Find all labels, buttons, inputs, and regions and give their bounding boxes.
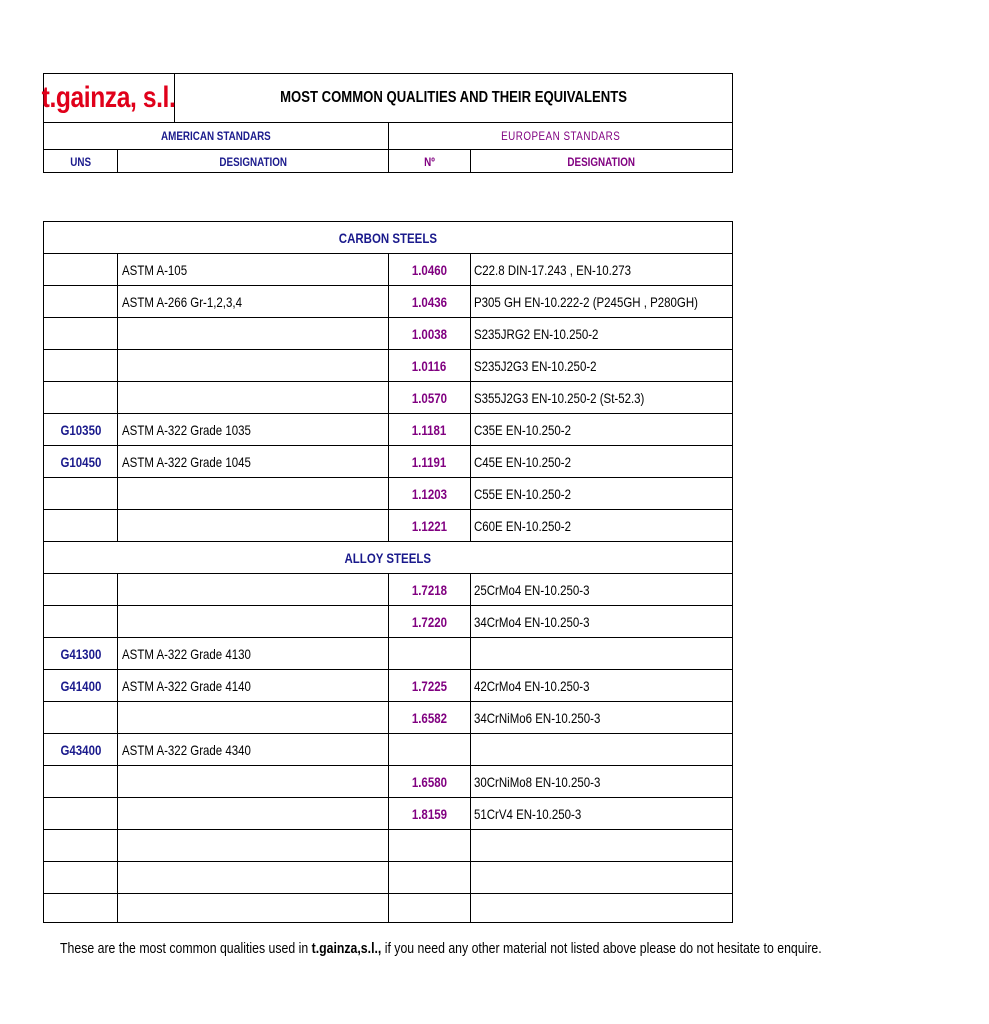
- designation-value: ASTM A-322 Grade 1045: [122, 453, 251, 470]
- number-cell: [389, 766, 471, 797]
- eu-designation-value: S355J2G3 EN-10.250-2 (St-52.3): [474, 389, 645, 406]
- table-row: [44, 446, 732, 478]
- eu-designation-cell: [471, 638, 732, 669]
- designation-cell: [118, 798, 389, 829]
- designation-value: ASTM A-322 Grade 1035: [122, 421, 251, 438]
- table-row: [44, 734, 732, 766]
- number-cell: [389, 382, 471, 413]
- number-cell: [389, 254, 471, 285]
- eu-designation-cell: [471, 574, 732, 605]
- eu-designation-value: C22.8 DIN-17.243 , EN-10.273: [474, 261, 631, 278]
- eu-designation-value: S235J2G3 EN-10.250-2: [474, 357, 597, 374]
- eu-designation-value: 51CrV4 EN-10.250-3: [474, 805, 582, 822]
- table-row: [44, 894, 732, 922]
- number-cell: [389, 670, 471, 701]
- designation-cell: [118, 510, 389, 541]
- uns-cell: [44, 862, 118, 893]
- table-row: [44, 478, 732, 510]
- designation-value: ASTM A-322 Grade 4130: [122, 645, 251, 662]
- designation-cell: [118, 734, 389, 765]
- number-value: 1.0038: [411, 325, 448, 342]
- designation-cell: [118, 638, 389, 669]
- uns-cell: [44, 254, 118, 285]
- number-value: 1.0570: [411, 389, 448, 406]
- number-cell: [389, 350, 471, 381]
- qualities-table: [43, 221, 733, 923]
- table-row: [44, 254, 732, 286]
- number-cell: [389, 734, 471, 765]
- table-row: [44, 830, 732, 862]
- eu-designation-value: C55E EN-10.250-2: [474, 485, 572, 502]
- number-value: 1.0116: [412, 357, 447, 374]
- number-cell: [389, 510, 471, 541]
- uns-cell: [44, 670, 118, 701]
- eu-designation-value: C60E EN-10.250-2: [474, 517, 572, 534]
- designation-cell: [118, 574, 389, 605]
- eu-designation-cell: [471, 830, 732, 861]
- designation-cell: [118, 446, 389, 477]
- eu-designation-value: 25CrMo4 EN-10.250-3: [474, 581, 590, 598]
- number-value: 1.1181: [412, 421, 447, 438]
- designation-cell: [118, 766, 389, 797]
- number-value: 1.8159: [411, 805, 448, 822]
- number-cell: [389, 894, 471, 922]
- uns-cell: [44, 734, 118, 765]
- section-title: CARBON STEELS: [338, 229, 438, 246]
- table-row: [44, 702, 732, 734]
- col-uns-header: [44, 150, 118, 173]
- designation-cell: [118, 862, 389, 893]
- eu-designation-cell: [471, 606, 732, 637]
- eu-designation-cell: [471, 798, 732, 829]
- page-title: MOST COMMON QUALITIES AND THEIR EQUIVALENTS: [280, 89, 627, 106]
- eu-designation-cell: [471, 862, 732, 893]
- eu-designation-cell: [471, 670, 732, 701]
- eu-designation-cell: [471, 350, 732, 381]
- number-cell: [389, 862, 471, 893]
- table-row: [44, 414, 732, 446]
- eu-designation-cell: [471, 894, 732, 922]
- number-cell: [389, 574, 471, 605]
- designation-cell: [118, 414, 389, 445]
- eu-designation-value: 42CrMo4 EN-10.250-3: [474, 677, 590, 694]
- designation-cell: [118, 318, 389, 349]
- table-row: [44, 670, 732, 702]
- eu-designation-cell: [471, 766, 732, 797]
- designation-cell: [118, 670, 389, 701]
- footer-text-after: if you need any other material not listed above please do not hesitate to enquire.: [381, 940, 822, 957]
- number-value: 1.1191: [412, 453, 447, 470]
- footer-company-name: t.gainza,s.l.,: [311, 940, 382, 957]
- eu-designation-value: 30CrNiMo8 EN-10.250-3: [474, 773, 601, 790]
- eu-designation-value: 34CrNiMo6 EN-10.250-3: [474, 709, 601, 726]
- number-cell: [389, 286, 471, 317]
- uns-cell: [44, 478, 118, 509]
- designation-value: ASTM A-322 Grade 4340: [122, 741, 251, 758]
- number-value: 1.7225: [411, 677, 448, 694]
- uns-cell: [44, 350, 118, 381]
- eu-designation-cell: [471, 286, 732, 317]
- section-title: ALLOY STEELS: [344, 549, 432, 566]
- uns-value: G43400: [60, 741, 101, 758]
- title-cell: [175, 74, 732, 122]
- eu-designation-value: C45E EN-10.250-2: [474, 453, 572, 470]
- eu-designation-cell: [471, 254, 732, 285]
- designation-cell: [118, 830, 389, 861]
- number-value: 1.6580: [411, 773, 448, 790]
- european-standards-cell: [389, 123, 732, 149]
- logo-cell: [44, 74, 175, 122]
- eu-designation-cell: [471, 702, 732, 733]
- uns-value: G10450: [60, 453, 101, 470]
- header-table: [43, 73, 733, 173]
- table-row: [44, 862, 732, 894]
- eu-designation-cell: [471, 446, 732, 477]
- number-value: 1.1203: [411, 485, 448, 502]
- uns-cell: [44, 702, 118, 733]
- number-value: 1.6582: [411, 709, 448, 726]
- table-row: [44, 286, 732, 318]
- designation-cell: [118, 702, 389, 733]
- uns-cell: [44, 286, 118, 317]
- designation-value: ASTM A-266 Gr-1,2,3,4: [122, 293, 242, 310]
- company-logo: t.gainza, s.l.: [42, 81, 176, 114]
- eu-designation-value: S235JRG2 EN-10.250-2: [474, 325, 599, 342]
- number-cell: [389, 318, 471, 349]
- col-designation-eu-label: DESIGNATION: [567, 154, 636, 169]
- table-row: [44, 510, 732, 542]
- footer-note: [60, 940, 989, 957]
- eu-designation-value: C35E EN-10.250-2: [474, 421, 572, 438]
- uns-cell: [44, 830, 118, 861]
- number-cell: [389, 414, 471, 445]
- number-cell: [389, 606, 471, 637]
- eu-designation-cell: [471, 414, 732, 445]
- col-num-label: Nº: [424, 154, 435, 169]
- number-value: 1.7218: [411, 581, 448, 598]
- eu-designation-cell: [471, 318, 732, 349]
- eu-designation-value: P305 GH EN-10.222-2 (P245GH , P280GH): [474, 293, 698, 310]
- european-standards-label: EUROPEAN STANDARS: [500, 129, 621, 143]
- uns-cell: [44, 574, 118, 605]
- table-row: [44, 350, 732, 382]
- uns-cell: [44, 446, 118, 477]
- number-value: 1.0436: [411, 293, 448, 310]
- col-uns-label: UNS: [70, 154, 91, 169]
- section-header-alloy: [44, 542, 732, 574]
- designation-cell: [118, 894, 389, 922]
- designation-cell: [118, 478, 389, 509]
- footer-text-before: These are the most common qualities used in: [60, 940, 312, 957]
- eu-designation-cell: [471, 734, 732, 765]
- table-row: [44, 574, 732, 606]
- number-value: 1.0460: [411, 261, 448, 278]
- designation-value: ASTM A-322 Grade 4140: [122, 677, 251, 694]
- uns-cell: [44, 766, 118, 797]
- number-cell: [389, 638, 471, 669]
- uns-cell: [44, 414, 118, 445]
- designation-cell: [118, 350, 389, 381]
- section-header-carbon: [44, 222, 732, 254]
- designation-cell: [118, 382, 389, 413]
- table-row: [44, 798, 732, 830]
- designation-value: ASTM A-105: [122, 261, 188, 278]
- eu-designation-cell: [471, 510, 732, 541]
- table-row: [44, 766, 732, 798]
- eu-designation-cell: [471, 478, 732, 509]
- uns-value: G10350: [60, 421, 101, 438]
- col-designation-eu-header: [471, 150, 732, 173]
- uns-cell: [44, 606, 118, 637]
- table-row: [44, 318, 732, 350]
- number-cell: [389, 478, 471, 509]
- number-cell: [389, 702, 471, 733]
- col-num-header: [389, 150, 471, 173]
- uns-cell: [44, 894, 118, 922]
- uns-cell: [44, 638, 118, 669]
- number-value: 1.1221: [411, 517, 448, 534]
- column-header-row: [44, 149, 732, 173]
- footer-text: [60, 940, 822, 957]
- table-row: [44, 606, 732, 638]
- uns-value: G41300: [60, 645, 101, 662]
- eu-designation-value: 34CrMo4 EN-10.250-3: [474, 613, 590, 630]
- number-cell: [389, 446, 471, 477]
- american-standards-cell: [44, 123, 389, 149]
- designation-cell: [118, 606, 389, 637]
- col-designation-am-label: DESIGNATION: [219, 154, 287, 169]
- designation-cell: [118, 286, 389, 317]
- uns-cell: [44, 798, 118, 829]
- eu-designation-cell: [471, 382, 732, 413]
- american-standards-label: AMERICAN STANDARS: [161, 129, 271, 143]
- col-designation-am-header: [118, 150, 389, 173]
- uns-value: G41400: [60, 677, 101, 694]
- number-cell: [389, 830, 471, 861]
- uns-cell: [44, 382, 118, 413]
- table-row: [44, 382, 732, 414]
- uns-cell: [44, 318, 118, 349]
- table-row: [44, 638, 732, 670]
- standards-row: [44, 122, 732, 149]
- designation-cell: [118, 254, 389, 285]
- uns-cell: [44, 510, 118, 541]
- number-value: 1.7220: [411, 613, 448, 630]
- number-cell: [389, 798, 471, 829]
